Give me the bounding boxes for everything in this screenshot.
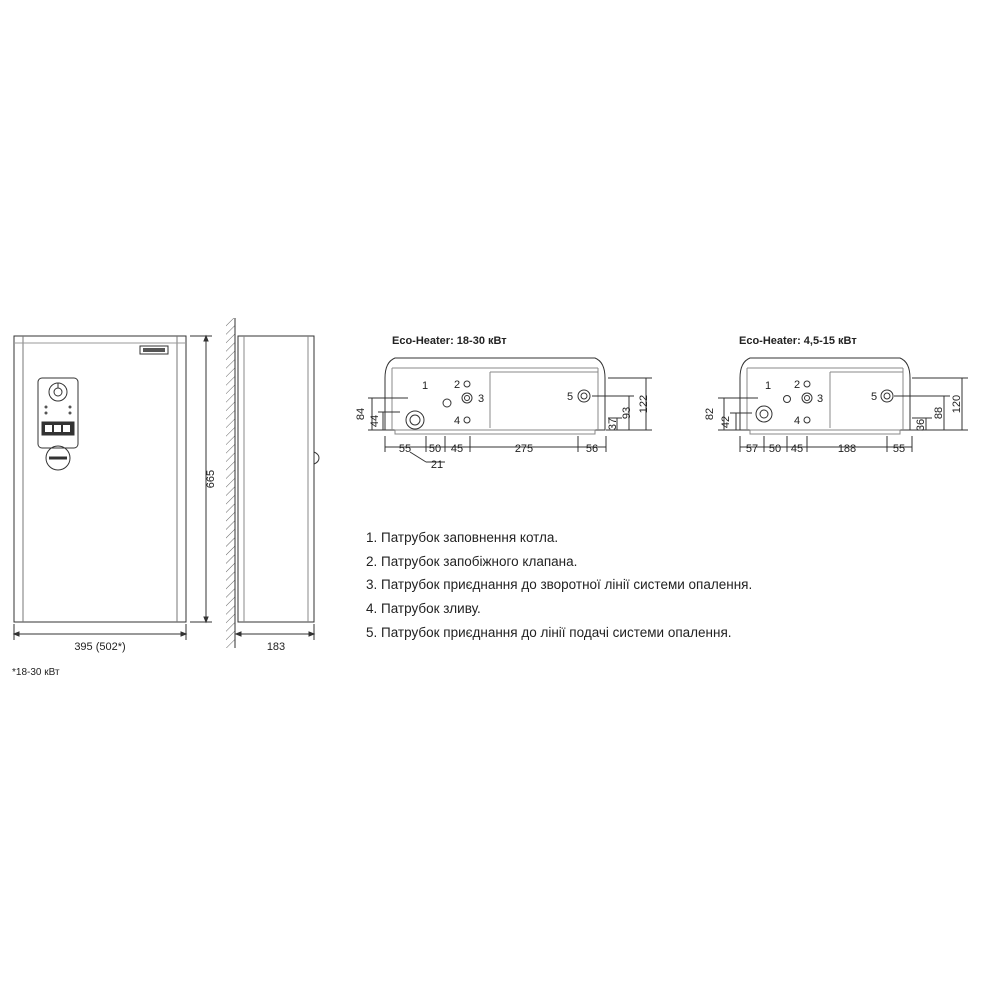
small-view-title: Eco-Heater: 4,5-15 кВт (739, 335, 857, 347)
large-dim-v-37: 37 (607, 417, 619, 431)
side-view (226, 318, 319, 648)
boiler-side-housing (238, 336, 314, 622)
small-dim-v-42: 42 (720, 415, 732, 429)
port-1-small (756, 406, 772, 422)
small-dim-v-36: 36 (915, 418, 927, 432)
large-view-title: Eco-Heater: 18-30 кВт (392, 335, 507, 347)
legend-item-2: 2. Патрубок запобіжного клапана. (366, 553, 578, 569)
legend-item-5: 5. Патрубок приєднання до лінії подачі системи опалення. (366, 624, 732, 640)
small-dim-h-4: 188 (837, 443, 857, 455)
port-label-2-small: 2 (793, 379, 801, 391)
large-dim-h-4: 275 (514, 443, 534, 455)
legend-item-3: 3. Патрубок приєднання до зворотної лінії системи опалення. (366, 577, 753, 593)
port-label-4-large: 4 (453, 415, 461, 427)
legend-item-1: 1. Патрубок заповнення котла. (366, 530, 559, 545)
small-dim-v-88: 88 (933, 406, 945, 420)
port-5-large (578, 390, 590, 402)
large-dim-v-93: 93 (621, 406, 633, 420)
port-1-large (406, 411, 424, 429)
bottom-view-small (718, 358, 968, 452)
port-2-large (464, 381, 470, 387)
port-legend (366, 526, 752, 644)
large-dim-h-1: 55 (398, 443, 412, 455)
port-label-5-large: 5 (566, 391, 574, 403)
port-label-1-large: 1 (421, 380, 429, 392)
port-label-5-small: 5 (870, 391, 878, 403)
small-dim-h-3: 45 (790, 443, 804, 455)
front-height-dim: 665 (205, 469, 217, 489)
legend-item-4: 4. Патрубок зливу. (366, 601, 481, 617)
large-dim-below: 21 (430, 459, 444, 471)
control-panel (38, 378, 78, 470)
footnote: *18-30 кВт (12, 667, 60, 678)
wall-hatch (226, 318, 235, 648)
large-dim-h-2: 50 (428, 443, 442, 455)
small-dim-v-82: 82 (704, 407, 716, 421)
port-label-2-large: 2 (453, 379, 461, 391)
side-depth-dim: 183 (266, 641, 286, 653)
front-width-dim: 395 (502*) (74, 641, 126, 653)
port-4-large (464, 417, 470, 423)
large-dim-h-3: 45 (450, 443, 464, 455)
indicator-lamps (45, 406, 72, 415)
large-dim-v-44: 44 (369, 414, 381, 428)
small-dim-h-1: 57 (745, 443, 759, 455)
port-3-small (802, 393, 812, 403)
small-dim-h-2: 50 (768, 443, 782, 455)
port-5-small (881, 390, 893, 402)
port-label-3-small: 3 (816, 393, 824, 405)
port-3-large (462, 393, 472, 403)
small-dim-h-5: 55 (892, 443, 906, 455)
large-dim-v-122: 122 (638, 394, 650, 414)
large-dim-h-5: 56 (585, 443, 599, 455)
small-dim-v-120: 120 (951, 394, 963, 414)
port-label-4-small: 4 (793, 415, 801, 427)
port-valve-large (443, 399, 451, 407)
port-4-small (804, 417, 810, 423)
large-dim-v-84: 84 (355, 407, 367, 421)
front-view (14, 336, 212, 640)
port-label-3-large: 3 (477, 393, 485, 405)
port-label-1-small: 1 (764, 380, 772, 392)
port-2-small (804, 381, 810, 387)
port-valve-small (784, 396, 791, 403)
